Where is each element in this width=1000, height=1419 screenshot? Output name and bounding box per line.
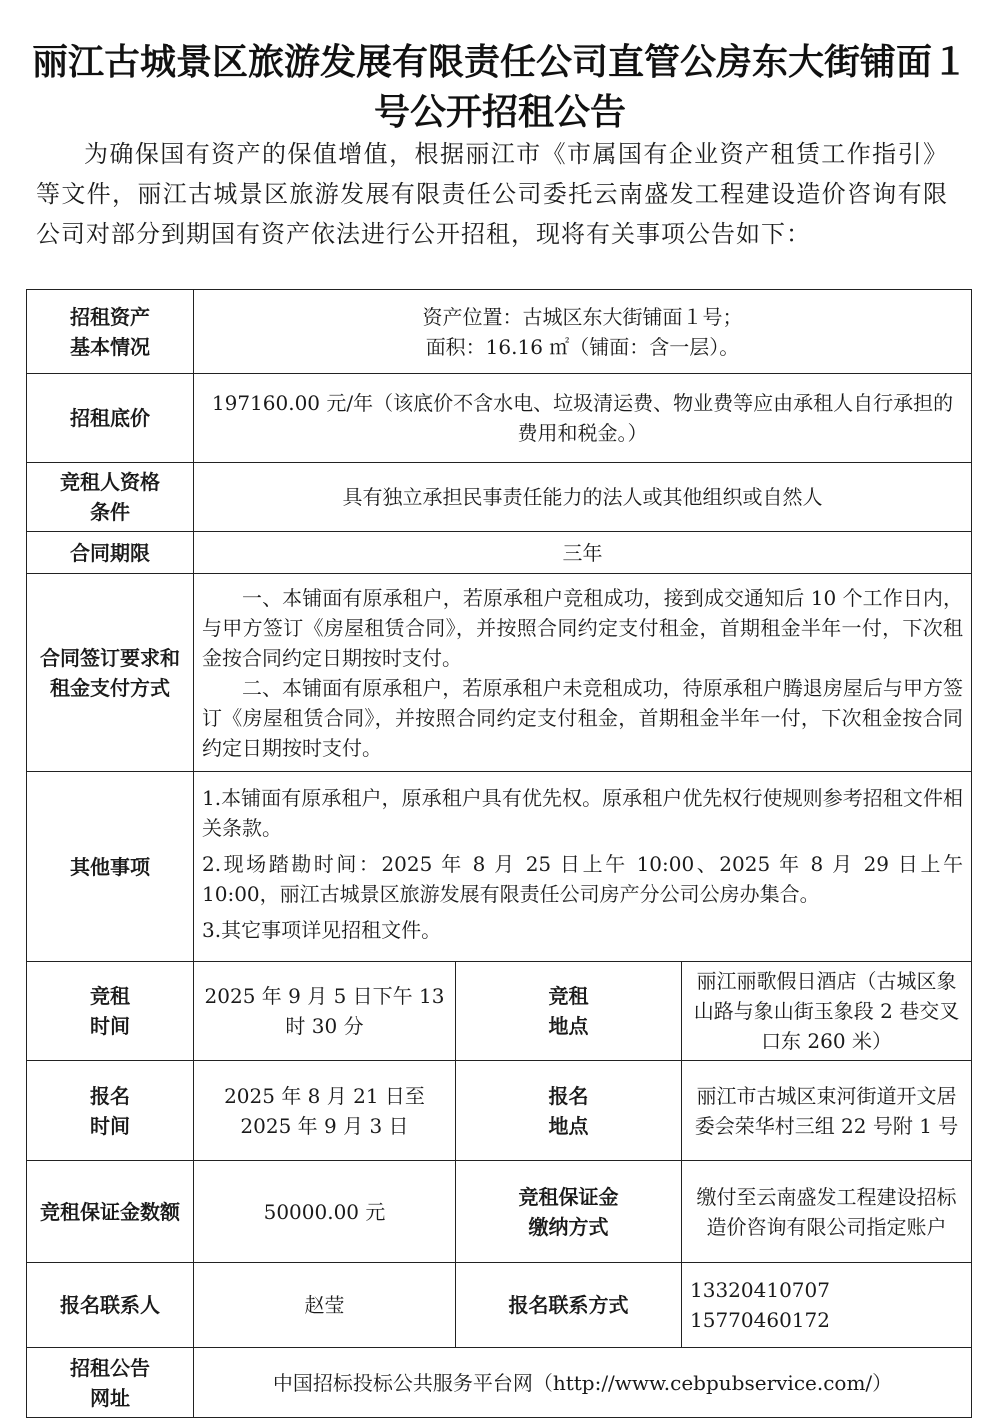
page-title: 丽江古城景区旅游发展有限责任公司直管公房东大街铺面１号公开招租公告 — [31, 42, 968, 133]
value-asset — [194, 290, 972, 374]
row-registration — [27, 1061, 972, 1161]
label-asset: 招租资产 基本情况 — [27, 290, 194, 374]
label-deposit-amount: 竞租保证金数额 — [27, 1161, 194, 1263]
value-deposit-method: 缴付至云南盛发工程建设招标造价咨询有限公司指定账户 — [682, 1161, 972, 1263]
contract-para-2: 二、本铺面有原承租户，若原承租户未竞租成功，待原承租户腾退房屋后与甲方签订《房屋租赁合同》，并按照合同约定支付租金，首期租金半年一付，下次租金按合同约定日期按时支付。 — [202, 675, 964, 760]
value-reserve: 197160.00 元/年（该底价不含水电、垃圾清运费、物业费等应由承租人自行承担的费用和税金。） — [194, 374, 972, 463]
label-bidding-place: 竞租 地点 — [456, 962, 682, 1061]
value-bidding-time: 2025 年 9 月 5 日下午 13 时 30 分 — [194, 962, 456, 1061]
value-bidding-place: 丽江丽歌假日酒店（古城区象山路与象山街玉象段 2 巷交叉口东 260 米） — [682, 962, 972, 1061]
row-asset — [27, 290, 972, 374]
value-contract — [194, 574, 972, 772]
label-registration-time: 报名 时间 — [27, 1061, 194, 1161]
contact-phone-1: 13320410707 — [690, 1278, 830, 1302]
label-other: 其他事项 — [27, 772, 194, 962]
intro-paragraph: 为确保国有资产的保值增值，根据丽江市《市属国有企业资产租赁工作指引》等文件，丽江古城景区旅游发展有限责任公司委托云南盛发工程建设造价咨询有限公司对部分到期国有资产依法进行公开招租，现将有关事项公告如下： — [36, 140, 948, 248]
asset-location: 资产位置：古城区东大街铺面１号； — [422, 304, 743, 329]
value-registration-time: 2025 年 8 月 21 日至 2025 年 9 月 3 日 — [194, 1061, 456, 1161]
row-other — [27, 772, 972, 962]
contract-para-1: 一、本铺面有原承租户，若原承租户竞租成功，接到成交通知后 10 个工作日内，与甲方签订《房屋租赁合同》，并按照合同约定支付租金，首期租金半年一付，下次租金按合同约定日期按时支付。 — [202, 585, 964, 670]
row-qualification — [27, 463, 972, 532]
row-contract — [27, 574, 972, 772]
label-bidding-time: 竞租 时间 — [27, 962, 194, 1061]
label-qualification: 竞租人资格 条件 — [27, 463, 194, 532]
value-registration-place: 丽江市古城区束河街道开文居委会荣华村三组 22 号附 1 号 — [682, 1061, 972, 1161]
value-contact-phone — [682, 1263, 972, 1348]
value-other — [194, 772, 972, 962]
asset-area: 面积：16.16 ㎡（铺面：含一层）。 — [425, 334, 740, 359]
row-contact — [27, 1263, 972, 1348]
row-deposit — [27, 1161, 972, 1263]
other-item-2: 2.现场踏勘时间：2025 年 8 月 25 日上午 10:00、2025 年 8 月 29 日上午 10:00，丽江古城景区旅游发展有限责任公司房产分公司公房办集合。 — [202, 851, 964, 906]
value-qualification: 具有独立承担民事责任能力的法人或其他组织或自然人 — [194, 463, 972, 532]
label-term: 合同期限 — [27, 532, 194, 574]
row-term — [27, 532, 972, 574]
notice-table — [26, 289, 972, 1418]
contact-phone-2: 15770460172 — [690, 1308, 830, 1332]
row-reserve — [27, 374, 972, 463]
value-deposit-amount: 50000.00 元 — [194, 1161, 456, 1263]
label-contract: 合同签订要求和 租金支付方式 — [27, 574, 194, 772]
other-item-3: 3.其它事项详见招租文件。 — [202, 917, 442, 942]
value-term: 三年 — [194, 532, 972, 574]
label-deposit-method: 竞租保证金 缴纳方式 — [456, 1161, 682, 1263]
other-item-1: 1.本铺面有原承租户，原承租户具有优先权。原承租户优先权行使规则参考招租文件相关条款。 — [202, 785, 964, 840]
value-website: 中国招标投标公共服务平台网（http://www.cebpubservice.com/） — [194, 1348, 972, 1418]
row-website — [27, 1348, 972, 1418]
value-contact-person: 赵莹 — [194, 1263, 456, 1348]
label-website: 招租公告 网址 — [27, 1348, 194, 1418]
label-contact-person: 报名联系人 — [27, 1263, 194, 1348]
label-registration-place: 报名 地点 — [456, 1061, 682, 1161]
label-reserve: 招租底价 — [27, 374, 194, 463]
label-contact-phone: 报名联系方式 — [456, 1263, 682, 1348]
row-bidding — [27, 962, 972, 1061]
